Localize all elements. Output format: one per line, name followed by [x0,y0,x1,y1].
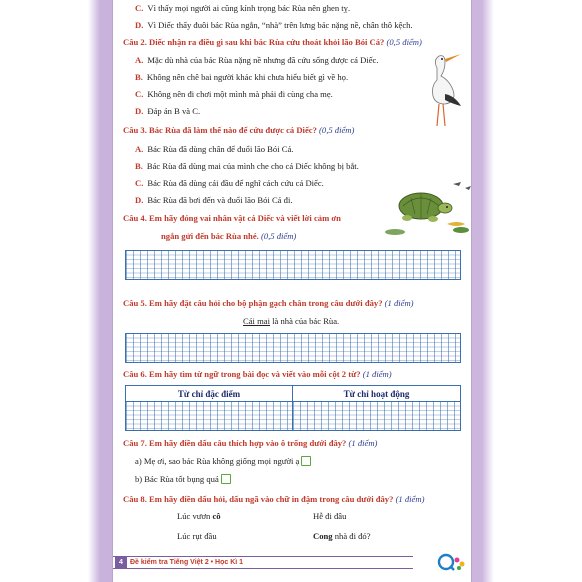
publisher-logo-icon [437,550,467,572]
q6-column-verbs: Từ chỉ hoạt động [293,386,460,402]
stork-illustration [415,50,465,128]
q5-answer-grid[interactable] [125,333,461,363]
q6-verbs-answer[interactable] [293,402,460,430]
question-4-title-line2: ngắn gửi đến bác Rùa nhé. (0,5 điểm) [161,231,297,241]
q8-row1-right: Hễ đi đâu [313,511,347,521]
worksheet-page [112,0,472,582]
q1-option-d: D. Vì Diếc thấy đuôi bác Rùa ngắn, “nhà” trên lưng bác nặng nề, chân thô kệch. [135,20,413,30]
question-5-title: Câu 5. Em hãy đặt câu hỏi cho bộ phận gạch chân trong câu dưới đây? (1 điểm) [123,298,414,308]
page-number: 4 [115,556,127,569]
q8-row2-right: Cong nhà đi đó? [313,531,371,541]
q8-row2-left: Lúc rụt đầu [177,531,217,541]
q3-option-d: D. Bác Rùa đã bơi đến và đuổi lão Bói Cá đi. [135,195,293,205]
q6-answer-table [125,385,461,431]
q2-option-b: B. Không nên chê bai người khác khi chưa hiểu biết gì về họ. [135,72,349,82]
question-3-title: Câu 3. Bác Rùa đã làm thế nào để cứu được cá Diếc? (0,5 điểm) [123,125,355,135]
question-6-title: Câu 6. Em hãy tìm từ ngữ trong bài đọc và viết vào mỗi cột 2 từ? (1 điểm) [123,369,392,379]
footer-title: Đề kiểm tra Tiếng Việt 2 • Học Kì 1 [130,559,244,566]
turtle-fish-illustration [381,180,473,238]
q4-answer-grid[interactable] [125,250,461,280]
q3-option-a: A. Bác Rùa đã dùng chân để đuổi lão Bói Cá. [135,144,294,154]
question-7-title: Câu 7. Em hãy điền dấu câu thích hợp vào ô trống dưới đây? (1 điểm) [123,438,378,448]
q7-item-a-answer-box[interactable] [301,456,311,466]
q7-item-b-answer-box[interactable] [221,474,231,484]
question-8-title: Câu 8. Em hãy điền dấu hỏi, dấu ngã vào chữ in đậm trong câu dưới đây? (1 điểm) [123,494,425,504]
q2-option-d: D. Đáp án B và C. [135,106,201,116]
q7-item-b: b) Bác Rùa tốt bụng quá [135,474,231,485]
q3-option-b: B. Bác Rùa đã dùng mai của mình che cho cá Diếc không bị bắt. [135,161,359,171]
q7-item-a: a) Mẹ ơi, sao bác Rùa không giống mọi người ạ [135,456,311,467]
q6-column-adjectives: Từ chỉ đặc điểm [126,386,293,402]
q1-option-c: C. Vì thấy mọi người ai cũng kính trọng bác Rùa nên ghen tỵ. [135,3,351,13]
q2-option-a: A. Mặc dù nhà của bác Rùa nặng nề nhưng đã cứu sống được cá Diếc. [135,55,379,65]
question-2-title: Câu 2. Diếc nhận ra điều gì sau khi bác Rùa cứu thoát khỏi lão Bói Cá? (0,5 điểm) [123,37,422,47]
q3-option-c: C. Bác Rùa đã dùng cái đầu để nghĩ cách cứu cá Diếc. [135,178,324,188]
q6-adjectives-answer[interactable] [126,402,293,430]
q5-sentence: Cái mai là nhà của bác Rùa. [243,316,340,326]
q8-row1-left: Lúc vươn cô [177,511,221,521]
q2-option-c: C. Không nên đi chơi một mình mà phải đi cùng cha mẹ. [135,89,333,99]
question-4-title: Câu 4. Em hãy đóng vai nhân vật cá Diếc và viết lời cảm ơn [123,213,341,223]
